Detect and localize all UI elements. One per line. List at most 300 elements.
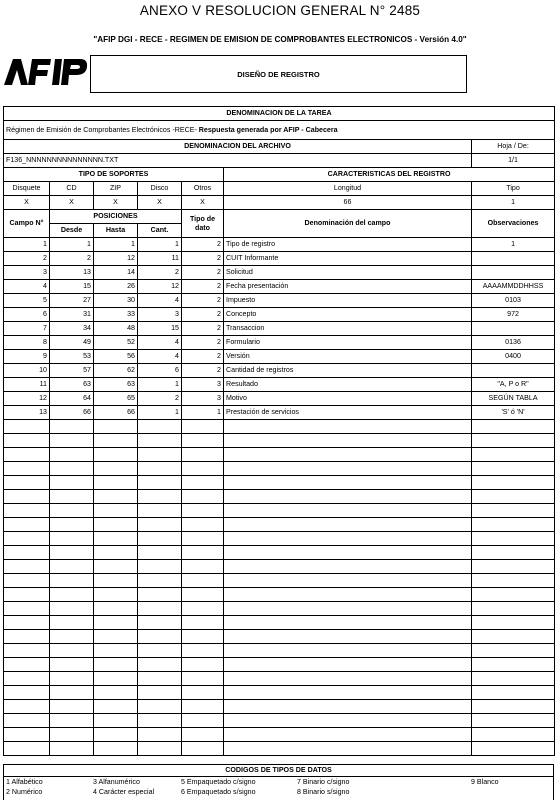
cell-campo bbox=[4, 504, 50, 518]
soporte-value: X bbox=[4, 196, 50, 210]
cell-campo: 5 bbox=[4, 294, 50, 308]
cell-tipo bbox=[182, 714, 224, 728]
cell-tipo bbox=[182, 448, 224, 462]
cell-desde bbox=[50, 476, 94, 490]
col-denominacion: Denominación del campo bbox=[224, 210, 472, 238]
table-row bbox=[4, 336, 555, 350]
cell-obs: 0136 bbox=[472, 336, 555, 350]
cell-campo bbox=[4, 630, 50, 644]
cell-cant bbox=[138, 616, 182, 630]
empty-row bbox=[4, 476, 555, 490]
cell-desde: 53 bbox=[50, 350, 94, 364]
cell-hasta: 30 bbox=[94, 294, 138, 308]
cell-obs bbox=[472, 490, 555, 504]
cell-desde bbox=[50, 574, 94, 588]
cell-hasta: 33 bbox=[94, 308, 138, 322]
cell-obs bbox=[472, 546, 555, 560]
cell-cant bbox=[138, 504, 182, 518]
codigos-heading: CODIGOS DE TIPOS DE DATOS bbox=[4, 765, 553, 777]
cell-desde: 63 bbox=[50, 378, 94, 392]
cell-campo: 9 bbox=[4, 350, 50, 364]
col-observaciones: Observaciones bbox=[472, 210, 555, 238]
cell-denom: Resultado bbox=[224, 378, 472, 392]
cell-tipo bbox=[182, 476, 224, 490]
codigo-item: 8 Binario s/signo bbox=[297, 788, 350, 796]
cell-desde bbox=[50, 602, 94, 616]
cell-campo bbox=[4, 490, 50, 504]
cell-desde bbox=[50, 518, 94, 532]
cell-tipo: 2 bbox=[182, 266, 224, 280]
cell-campo: 2 bbox=[4, 252, 50, 266]
cell-denom bbox=[224, 742, 472, 756]
cell-hasta bbox=[94, 546, 138, 560]
cell-desde bbox=[50, 420, 94, 434]
empty-row bbox=[4, 448, 555, 462]
cell-desde bbox=[50, 532, 94, 546]
cell-tipo: 1 bbox=[182, 406, 224, 420]
cell-cant bbox=[138, 462, 182, 476]
cell-cant bbox=[138, 644, 182, 658]
cell-cant bbox=[138, 672, 182, 686]
cell-denom bbox=[224, 644, 472, 658]
cell-hasta bbox=[94, 434, 138, 448]
cell-hasta bbox=[94, 588, 138, 602]
cell-cant: 11 bbox=[138, 252, 182, 266]
design-title-box: DISEÑO DE REGISTRO bbox=[90, 55, 467, 93]
cell-hasta bbox=[94, 644, 138, 658]
cell-desde bbox=[50, 700, 94, 714]
longitud-value: 66 bbox=[224, 196, 472, 210]
cell-obs bbox=[472, 742, 555, 756]
cell-obs: SEGÚN TABLA bbox=[472, 392, 555, 406]
cell-hasta bbox=[94, 728, 138, 742]
empty-row bbox=[4, 588, 555, 602]
cell-hasta bbox=[94, 714, 138, 728]
cell-obs bbox=[472, 252, 555, 266]
cell-denom: Formulario bbox=[224, 336, 472, 350]
cell-obs bbox=[472, 504, 555, 518]
cell-campo: 1 bbox=[4, 238, 50, 252]
cell-denom: Tipo de registro bbox=[224, 238, 472, 252]
cell-denom bbox=[224, 672, 472, 686]
col-tipo-dato: Tipo de dato bbox=[182, 210, 224, 238]
cell-cant bbox=[138, 686, 182, 700]
cell-denom bbox=[224, 420, 472, 434]
cell-obs bbox=[472, 476, 555, 490]
cell-desde: 66 bbox=[50, 406, 94, 420]
cell-desde: 64 bbox=[50, 392, 94, 406]
codigo-item: 4 Carácter especial bbox=[93, 788, 155, 796]
cell-hasta: 12 bbox=[94, 252, 138, 266]
cell-cant bbox=[138, 434, 182, 448]
cell-hasta: 1 bbox=[94, 238, 138, 252]
codigo-item: 5 Empaquetado c/signo bbox=[181, 778, 256, 786]
cell-campo bbox=[4, 686, 50, 700]
cell-desde bbox=[50, 546, 94, 560]
empty-row bbox=[4, 518, 555, 532]
cell-desde: 34 bbox=[50, 322, 94, 336]
cell-obs bbox=[472, 322, 555, 336]
empty-row bbox=[4, 686, 555, 700]
cell-campo bbox=[4, 588, 50, 602]
tipo-label: Tipo bbox=[472, 182, 555, 196]
afip-logo bbox=[4, 59, 88, 85]
codigos-section bbox=[3, 764, 554, 800]
cell-campo: 11 bbox=[4, 378, 50, 392]
longitud-label: Longitud bbox=[224, 182, 472, 196]
cell-obs bbox=[472, 658, 555, 672]
cell-hasta bbox=[94, 462, 138, 476]
cell-hasta bbox=[94, 448, 138, 462]
cell-campo bbox=[4, 574, 50, 588]
cell-denom: Motivo bbox=[224, 392, 472, 406]
cell-obs bbox=[472, 616, 555, 630]
cell-denom bbox=[224, 616, 472, 630]
cell-campo bbox=[4, 546, 50, 560]
record-design-table bbox=[3, 106, 555, 756]
cell-hasta: 65 bbox=[94, 392, 138, 406]
cell-cant: 4 bbox=[138, 350, 182, 364]
cell-tipo: 2 bbox=[182, 252, 224, 266]
tipo-value: 1 bbox=[472, 196, 555, 210]
cell-desde bbox=[50, 686, 94, 700]
cell-hasta: 62 bbox=[94, 364, 138, 378]
cell-obs: 972 bbox=[472, 308, 555, 322]
hoja-value: 1/1 bbox=[472, 154, 555, 168]
cell-tipo bbox=[182, 504, 224, 518]
cell-cant bbox=[138, 742, 182, 756]
cell-obs bbox=[472, 574, 555, 588]
cell-denom bbox=[224, 448, 472, 462]
cell-obs bbox=[472, 588, 555, 602]
cell-denom: Solicitud bbox=[224, 266, 472, 280]
cell-tipo: 3 bbox=[182, 378, 224, 392]
cell-obs bbox=[472, 364, 555, 378]
cell-campo: 4 bbox=[4, 280, 50, 294]
cell-desde: 31 bbox=[50, 308, 94, 322]
cell-desde bbox=[50, 714, 94, 728]
cell-hasta bbox=[94, 686, 138, 700]
cell-tipo bbox=[182, 462, 224, 476]
cell-cant: 4 bbox=[138, 336, 182, 350]
cell-tipo bbox=[182, 658, 224, 672]
cell-tipo bbox=[182, 574, 224, 588]
cell-desde bbox=[50, 462, 94, 476]
cell-campo bbox=[4, 742, 50, 756]
cell-desde bbox=[50, 490, 94, 504]
soporte-label: CD bbox=[50, 182, 94, 196]
col-campo: Campo N° bbox=[4, 210, 50, 238]
caracteristicas-heading: CARACTERISTICAS DEL REGISTRO bbox=[224, 168, 555, 182]
cell-denom: Versión bbox=[224, 350, 472, 364]
soportes-heading: TIPO DE SOPORTES bbox=[4, 168, 224, 182]
cell-desde bbox=[50, 742, 94, 756]
cell-denom bbox=[224, 504, 472, 518]
cell-campo: 13 bbox=[4, 406, 50, 420]
cell-cant bbox=[138, 602, 182, 616]
cell-tipo bbox=[182, 420, 224, 434]
cell-denom bbox=[224, 588, 472, 602]
cell-cant bbox=[138, 490, 182, 504]
cell-cant bbox=[138, 700, 182, 714]
cell-obs bbox=[472, 602, 555, 616]
cell-campo bbox=[4, 518, 50, 532]
cell-denom bbox=[224, 434, 472, 448]
cell-desde: 1 bbox=[50, 238, 94, 252]
cell-denom bbox=[224, 546, 472, 560]
table-row bbox=[4, 322, 555, 336]
table-row bbox=[4, 392, 555, 406]
cell-desde bbox=[50, 560, 94, 574]
cell-denom: Cantidad de registros bbox=[224, 364, 472, 378]
table-row bbox=[4, 378, 555, 392]
cell-tipo bbox=[182, 490, 224, 504]
cell-hasta bbox=[94, 602, 138, 616]
empty-row bbox=[4, 644, 555, 658]
cell-hasta bbox=[94, 560, 138, 574]
cell-hasta bbox=[94, 616, 138, 630]
codigo-item: 2 Numérico bbox=[6, 788, 43, 796]
cell-hasta bbox=[94, 630, 138, 644]
hoja-label: Hoja / De: bbox=[472, 140, 555, 154]
table-row bbox=[4, 280, 555, 294]
cell-cant bbox=[138, 476, 182, 490]
cell-denom bbox=[224, 630, 472, 644]
cell-obs bbox=[472, 700, 555, 714]
cell-denom bbox=[224, 728, 472, 742]
cell-desde: 49 bbox=[50, 336, 94, 350]
empty-row bbox=[4, 574, 555, 588]
cell-campo bbox=[4, 616, 50, 630]
cell-campo bbox=[4, 420, 50, 434]
cell-cant bbox=[138, 588, 182, 602]
cell-denom: Transaccion bbox=[224, 322, 472, 336]
cell-denom: Impuesto bbox=[224, 294, 472, 308]
cell-desde bbox=[50, 658, 94, 672]
cell-hasta bbox=[94, 476, 138, 490]
cell-obs bbox=[472, 518, 555, 532]
cell-denom bbox=[224, 700, 472, 714]
codigo-item: 3 Alfanumérico bbox=[93, 778, 140, 786]
table-row bbox=[4, 308, 555, 322]
cell-obs bbox=[472, 644, 555, 658]
empty-row bbox=[4, 616, 555, 630]
empty-row bbox=[4, 420, 555, 434]
cell-tipo bbox=[182, 602, 224, 616]
cell-campo bbox=[4, 672, 50, 686]
cell-hasta: 14 bbox=[94, 266, 138, 280]
empty-row bbox=[4, 714, 555, 728]
col-cant: Cant. bbox=[138, 224, 182, 238]
codigo-item: 7 Binario c/signo bbox=[297, 778, 350, 786]
cell-obs: 0103 bbox=[472, 294, 555, 308]
cell-cant bbox=[138, 630, 182, 644]
cell-denom: Concepto bbox=[224, 308, 472, 322]
cell-tipo: 2 bbox=[182, 364, 224, 378]
cell-desde: 15 bbox=[50, 280, 94, 294]
cell-tipo: 2 bbox=[182, 336, 224, 350]
cell-obs: AAAAMMDDHHSS bbox=[472, 280, 555, 294]
cell-obs: 'S' ó 'N' bbox=[472, 406, 555, 420]
cell-hasta bbox=[94, 742, 138, 756]
cell-cant bbox=[138, 518, 182, 532]
cell-desde bbox=[50, 448, 94, 462]
cell-campo bbox=[4, 602, 50, 616]
cell-hasta bbox=[94, 672, 138, 686]
empty-row bbox=[4, 560, 555, 574]
cell-hasta bbox=[94, 504, 138, 518]
empty-row bbox=[4, 658, 555, 672]
cell-tipo: 2 bbox=[182, 308, 224, 322]
cell-desde bbox=[50, 588, 94, 602]
empty-row bbox=[4, 546, 555, 560]
cell-tipo bbox=[182, 630, 224, 644]
cell-cant bbox=[138, 714, 182, 728]
cell-denom bbox=[224, 532, 472, 546]
cell-tipo: 2 bbox=[182, 294, 224, 308]
cell-hasta: 56 bbox=[94, 350, 138, 364]
table-row bbox=[4, 252, 555, 266]
cell-obs: "A, P o R" bbox=[472, 378, 555, 392]
cell-campo bbox=[4, 700, 50, 714]
cell-denom bbox=[224, 602, 472, 616]
cell-hasta bbox=[94, 490, 138, 504]
soporte-label: Disco bbox=[138, 182, 182, 196]
cell-obs bbox=[472, 434, 555, 448]
soporte-label: Disquete bbox=[4, 182, 50, 196]
cell-tipo bbox=[182, 560, 224, 574]
col-hasta: Hasta bbox=[94, 224, 138, 238]
cell-denom bbox=[224, 490, 472, 504]
codigo-item: 6 Empaquetado s/signo bbox=[181, 788, 256, 796]
cell-hasta: 48 bbox=[94, 322, 138, 336]
cell-hasta bbox=[94, 532, 138, 546]
col-posiciones: POSICIONES bbox=[50, 210, 182, 224]
cell-cant bbox=[138, 532, 182, 546]
cell-campo bbox=[4, 476, 50, 490]
cell-denom bbox=[224, 560, 472, 574]
col-desde: Desde bbox=[50, 224, 94, 238]
cell-cant: 6 bbox=[138, 364, 182, 378]
cell-tipo bbox=[182, 742, 224, 756]
cell-denom: Fecha presentación bbox=[224, 280, 472, 294]
table-row bbox=[4, 266, 555, 280]
cell-cant: 15 bbox=[138, 322, 182, 336]
cell-obs: 0400 bbox=[472, 350, 555, 364]
cell-tipo bbox=[182, 728, 224, 742]
cell-campo: 12 bbox=[4, 392, 50, 406]
cell-campo bbox=[4, 728, 50, 742]
cell-cant: 1 bbox=[138, 378, 182, 392]
empty-row bbox=[4, 672, 555, 686]
cell-tipo: 2 bbox=[182, 350, 224, 364]
cell-tipo bbox=[182, 700, 224, 714]
cell-hasta bbox=[94, 574, 138, 588]
cell-campo bbox=[4, 658, 50, 672]
table-row bbox=[4, 350, 555, 364]
cell-cant bbox=[138, 574, 182, 588]
codigo-item: 1 Alfabético bbox=[6, 778, 43, 786]
cell-desde bbox=[50, 434, 94, 448]
cell-obs bbox=[472, 420, 555, 434]
cell-tipo bbox=[182, 616, 224, 630]
cell-desde bbox=[50, 504, 94, 518]
cell-campo: 10 bbox=[4, 364, 50, 378]
cell-campo: 8 bbox=[4, 336, 50, 350]
cell-desde bbox=[50, 630, 94, 644]
cell-desde: 27 bbox=[50, 294, 94, 308]
soporte-value: X bbox=[182, 196, 224, 210]
cell-denom bbox=[224, 476, 472, 490]
cell-desde bbox=[50, 672, 94, 686]
cell-tipo bbox=[182, 644, 224, 658]
cell-obs bbox=[472, 560, 555, 574]
empty-row bbox=[4, 462, 555, 476]
cell-hasta: 66 bbox=[94, 406, 138, 420]
page-title: ANEXO V RESOLUCION GENERAL N° 2485 bbox=[139, 3, 421, 18]
cell-campo bbox=[4, 448, 50, 462]
cell-denom bbox=[224, 686, 472, 700]
cell-desde bbox=[50, 616, 94, 630]
cell-obs bbox=[472, 462, 555, 476]
cell-obs: 1 bbox=[472, 238, 555, 252]
cell-cant: 3 bbox=[138, 308, 182, 322]
cell-denom bbox=[224, 462, 472, 476]
table-row bbox=[4, 364, 555, 378]
cell-tipo bbox=[182, 546, 224, 560]
cell-cant bbox=[138, 420, 182, 434]
cell-hasta bbox=[94, 518, 138, 532]
cell-campo bbox=[4, 560, 50, 574]
cell-tipo: 2 bbox=[182, 238, 224, 252]
cell-tipo bbox=[182, 518, 224, 532]
cell-campo bbox=[4, 714, 50, 728]
cell-obs bbox=[472, 728, 555, 742]
empty-row bbox=[4, 490, 555, 504]
cell-hasta: 63 bbox=[94, 378, 138, 392]
table-row bbox=[4, 294, 555, 308]
cell-cant bbox=[138, 728, 182, 742]
cell-desde: 2 bbox=[50, 252, 94, 266]
empty-row bbox=[4, 532, 555, 546]
cell-cant: 1 bbox=[138, 406, 182, 420]
cell-obs bbox=[472, 714, 555, 728]
cell-hasta: 26 bbox=[94, 280, 138, 294]
cell-campo bbox=[4, 434, 50, 448]
empty-row bbox=[4, 504, 555, 518]
codigo-item: 9 Blanco bbox=[471, 778, 499, 786]
cell-desde: 57 bbox=[50, 364, 94, 378]
cell-campo bbox=[4, 462, 50, 476]
soporte-value: X bbox=[138, 196, 182, 210]
cell-obs bbox=[472, 266, 555, 280]
cell-cant: 1 bbox=[138, 238, 182, 252]
cell-denom bbox=[224, 714, 472, 728]
soporte-value: X bbox=[94, 196, 138, 210]
soporte-value: X bbox=[50, 196, 94, 210]
cell-campo: 3 bbox=[4, 266, 50, 280]
empty-row bbox=[4, 742, 555, 756]
cell-denom bbox=[224, 658, 472, 672]
cell-tipo bbox=[182, 532, 224, 546]
cell-campo: 7 bbox=[4, 322, 50, 336]
cell-obs bbox=[472, 672, 555, 686]
tarea-heading: DENOMINACION DE LA TAREA bbox=[4, 107, 555, 121]
cell-denom bbox=[224, 574, 472, 588]
cell-campo bbox=[4, 532, 50, 546]
cell-cant: 4 bbox=[138, 294, 182, 308]
cell-obs bbox=[472, 630, 555, 644]
